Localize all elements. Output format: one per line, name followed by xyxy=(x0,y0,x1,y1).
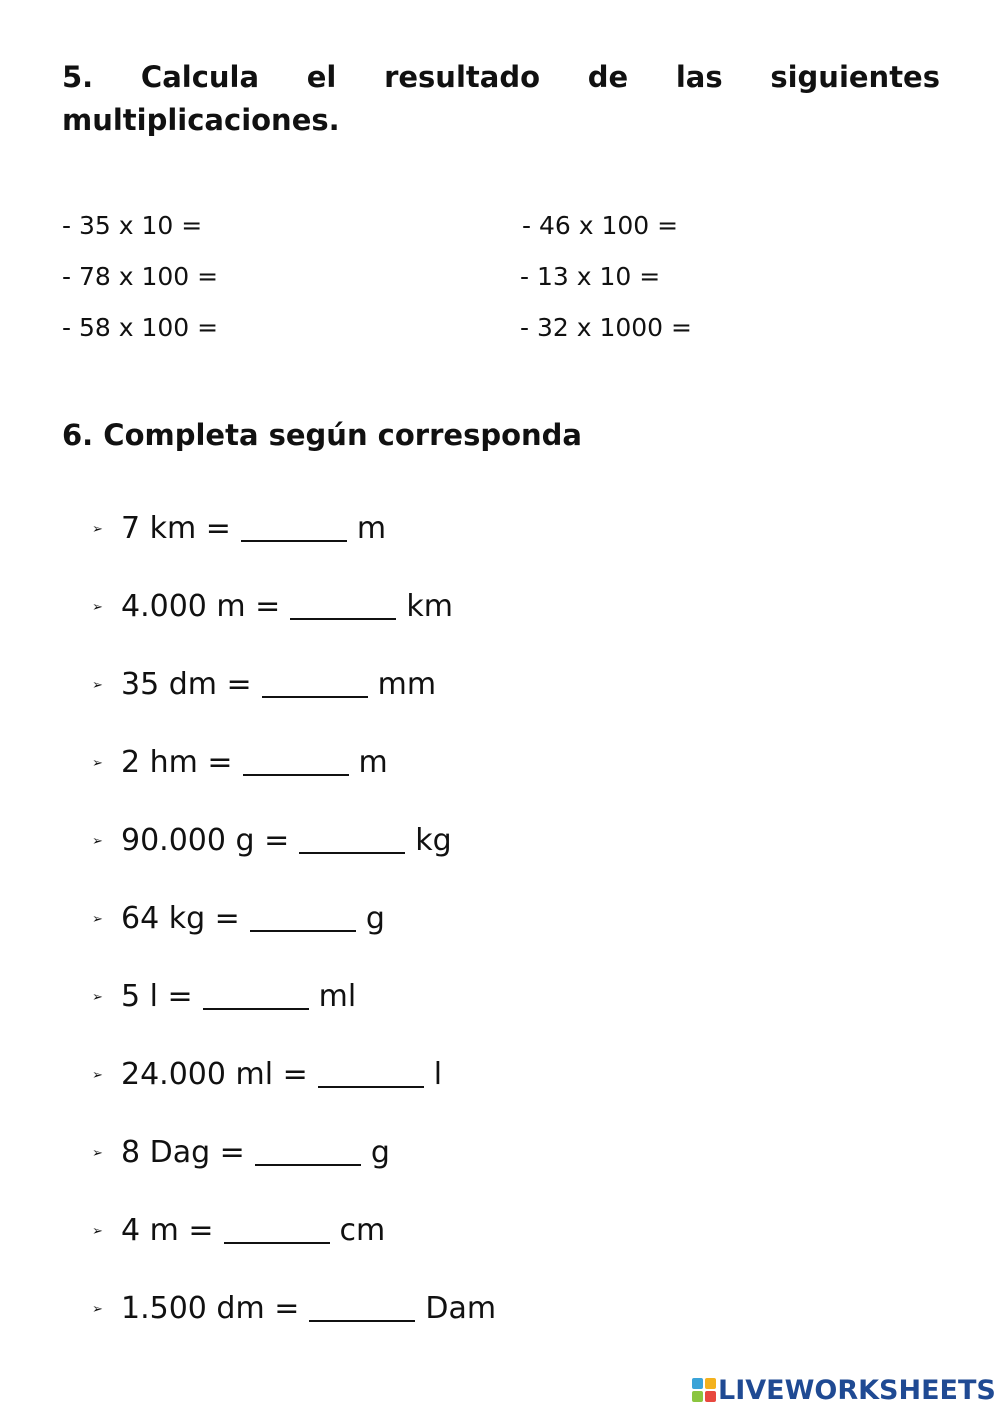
conversion-unit: g xyxy=(365,901,385,936)
arrowhead-bullet-icon: ➢ xyxy=(92,600,103,615)
conversion-quantity: 5 l = xyxy=(121,979,193,1014)
operation-1: - 35 x 10 = xyxy=(62,211,203,240)
arrowhead-bullet-icon: ➢ xyxy=(92,1302,103,1317)
operation-4: - 13 x 10 = xyxy=(520,262,661,291)
arrowhead-bullet-icon: ➢ xyxy=(92,834,103,849)
answer-blank[interactable] xyxy=(243,744,349,776)
arrowhead-bullet-icon: ➢ xyxy=(92,1068,103,1083)
conversion-unit: m xyxy=(356,511,387,546)
logo-text: LIVEWORKSHEETS xyxy=(718,1374,996,1406)
conversion-unit: cm xyxy=(339,1213,386,1248)
operation-6: - 32 x 1000 = xyxy=(520,313,692,342)
answer-blank[interactable] xyxy=(309,1290,415,1322)
conversion-unit: kg xyxy=(415,823,452,858)
conversion-quantity: 1.500 dm = xyxy=(121,1291,300,1326)
conversion-unit: mm xyxy=(377,667,437,702)
arrowhead-bullet-icon: ➢ xyxy=(92,756,103,771)
conversion-quantity: 35 dm = xyxy=(121,667,252,702)
conversion-unit: ml xyxy=(318,979,357,1014)
arrowhead-bullet-icon: ➢ xyxy=(92,522,103,537)
conversion-quantity: 90.000 g = xyxy=(121,823,290,858)
conversion-quantity: 64 kg = xyxy=(121,901,240,936)
answer-blank[interactable] xyxy=(203,978,309,1010)
answer-blank[interactable] xyxy=(262,666,368,698)
operation-5: - 58 x 100 = xyxy=(62,313,219,342)
conversion-quantity: 24.000 ml = xyxy=(121,1057,308,1092)
answer-blank[interactable] xyxy=(318,1056,424,1088)
exercise-5-title: 5. Calcula el resultado de las siguientes multiplicaciones. xyxy=(62,60,940,137)
liveworksheets-logo-icon xyxy=(692,1378,716,1402)
conversion-unit: km xyxy=(406,589,453,624)
answer-blank[interactable] xyxy=(224,1212,330,1244)
exercise-6-title: 6. Completa según corresponda xyxy=(62,418,582,452)
conversion-unit: Dam xyxy=(425,1291,497,1326)
conversion-quantity: 4.000 m = xyxy=(121,589,281,624)
conversion-unit: g xyxy=(370,1135,390,1170)
arrowhead-bullet-icon: ➢ xyxy=(92,1224,103,1239)
answer-blank[interactable] xyxy=(299,822,405,854)
arrowhead-bullet-icon: ➢ xyxy=(92,678,103,693)
answer-blank[interactable] xyxy=(250,900,356,932)
operation-3: - 78 x 100 = xyxy=(62,262,219,291)
liveworksheets-logo[interactable] xyxy=(692,1372,996,1408)
answer-blank[interactable] xyxy=(290,588,396,620)
conversion-quantity: 7 km = xyxy=(121,511,231,546)
answer-blank[interactable] xyxy=(241,510,347,542)
conversion-unit: m xyxy=(358,745,388,780)
arrowhead-bullet-icon: ➢ xyxy=(92,1146,103,1161)
conversion-quantity: 4 m = xyxy=(121,1213,214,1248)
arrowhead-bullet-icon: ➢ xyxy=(92,990,103,1005)
arrowhead-bullet-icon: ➢ xyxy=(92,912,103,927)
conversion-quantity: 8 Dag = xyxy=(121,1135,245,1170)
conversion-quantity: 2 hm = xyxy=(121,745,233,780)
operation-2: - 46 x 100 = xyxy=(522,211,679,240)
conversion-unit: l xyxy=(433,1057,443,1092)
answer-blank[interactable] xyxy=(255,1134,361,1166)
